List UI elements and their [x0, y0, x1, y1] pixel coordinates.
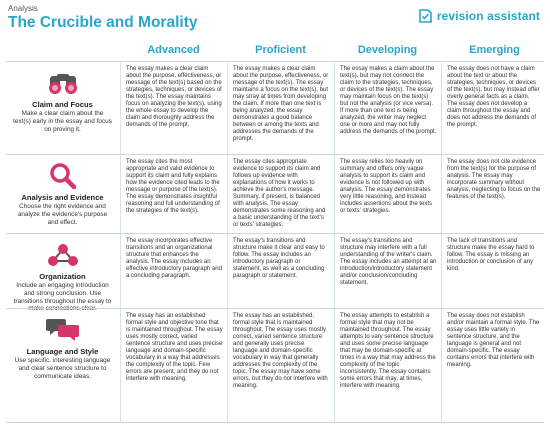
- criterion-description: Make a clear claim about the text(s) early in the essay and focus on proving it.: [13, 110, 112, 133]
- rubric-row-analysis-and-evidence: [6, 154, 544, 233]
- network-icon: [46, 242, 80, 268]
- header: [8, 4, 542, 44]
- magnifying-glass-icon: [48, 162, 78, 190]
- logo-text: revision assistant: [436, 9, 540, 23]
- level-headers: [120, 44, 550, 60]
- rubric-cell-advanced: The essay incorporates effective transitions and an organizational structure that enhances the analysis. The essay includes an effective introductory paragraph and a concluding paragraph.: [120, 234, 226, 308]
- page-title: The Crucible and Morality: [8, 14, 198, 31]
- rubric-cell-emerging: The lack of transitions and structure make the essay hard to follow. The essay is missing an introduction or conclusion of any kind.: [441, 234, 544, 308]
- rubric-cell-emerging: The essay does not establish and/or maintain a formal style. The essay uses little variety in sentence structure, and the language is general and not domain-specific. The essay contains errors that interfere with meaning.: [441, 309, 544, 422]
- criterion-name: Analysis and Evidence: [21, 193, 104, 202]
- level-header-developing: Developing: [357, 44, 418, 56]
- rubric-cell-advanced: The essay cites the most appropriate and valid evidence to support its claim and fully explains how the evidence cited leads to the message or purpose of the text(s). The essay demonstrates insightful reasoning and full understanding of the strategies of the text(s).: [120, 155, 226, 233]
- criterion-name: Language and Style: [26, 347, 99, 356]
- rubric-cell-developing: The essay attempts to establish a formal style that may not be maintained throughout. The essay attempts to vary sentence structure and uses some precise language that may be domain-specific at times in a way that may address the complexity of the topic inconsistently. The essay contains some errors that may, at times, interfere with meaning.: [334, 309, 440, 422]
- rubric-row-organization: [6, 233, 544, 313]
- rubric-cell-emerging: The essay does not have a claim about the text or about the strategies, techniques, or devices of the text(s), but may instead offer overly general facts as a claim. The essay does not develop a claim throughout the essay and does not address the demands of the prompt.: [441, 62, 544, 154]
- criterion-description: Use specific, interesting language and clear sentence structure to communicate ideas.: [14, 357, 111, 380]
- rubric-table: [6, 61, 544, 423]
- rubric-cell-emerging: The essay does not cite evidence from the text(s) for the purpose of analysis. The essay may incorporate summary without analysis, neglecting to focus on the features of the text(s).: [441, 155, 544, 233]
- rubric-row-language-and-style: [6, 308, 544, 423]
- rubric-cell-proficient: The essay's transitions and structure make it clear and easy to follow. The essay includes an introductory paragraph or statement, as well as a concluding paragraph or statement.: [227, 234, 333, 308]
- speech-bubbles-icon: [45, 316, 81, 344]
- rubric-cell-proficient: The essay has an established, formal style that is maintained throughout. The essay uses mostly correct, varied sentence structure and generally uses precise language and domain-specific vocabulary in way that generally addresses the complexity of the topic. The essay may have some errors, but they do not interfere with meaning.: [227, 309, 333, 422]
- rubric-cell-advanced: The essay has an established formal style and objective tone that is maintained throughout. The essay uses mostly correct, varied sentence structure and uses precise language and domain-specific vocabulary in a way that addresses the complexity of the topic. Few errors are present, and they do not interfere with meaning.: [120, 309, 226, 422]
- rubric-cell-proficient: The essay makes a clear claim about the purpose, effectiveness, or message of the text(s). The essay maintains a focus on the text(s), but may stray at times from developing the claim. If more than one text is being analyzed, the essay demonstrates a good balance between or among the texts and addresses the demands of the prompt.: [227, 62, 333, 154]
- criterion-name: Claim and Focus: [32, 100, 93, 109]
- criterion-cell: [6, 62, 119, 154]
- rubric-cell-proficient: The essay cites appropriate evidence to support its claim and follows up evidence with explanations of how it works to achieve the author's message. Summary, if present, is balanced with analysis. The essay demonstrates some reasoning and a basic understanding of the text's or texts' strategies.: [227, 155, 333, 233]
- level-header-proficient: Proficient: [255, 44, 306, 56]
- criterion-cell: [6, 155, 119, 233]
- rubric-cell-developing: The essay's transitions and structure may interfere with a full understanding of the writer's claim. The essay includes an attempt at an introduction/introductory statement and/or conclusion/concluding statement.: [334, 234, 440, 308]
- criterion-name: Organization: [39, 272, 86, 281]
- rubric-cell-developing: The essay relies too heavily on summary and offers only vague analysis to support its claim and evidence is not followed up with analysis. The essay demonstrates very little reasoning, and instead includes assertions about the texts or texts' strategies.: [334, 155, 440, 233]
- criterion-cell: [6, 234, 119, 313]
- criterion-cell: [6, 309, 119, 422]
- brand-logo: [417, 8, 540, 24]
- criterion-description: Include an engaging introduction and strong conclusion. Use transitions throughout the essay to make connections clear.: [13, 282, 112, 313]
- rubric-cell-advanced: The essay makes a clear claim about the purpose, effectiveness, or message of the text(s) based on the strategies, techniques, or devices of the text(s). The essay maintains focus on analyzing the text(s), using the whole essay to develop the claim and thoroughly address the demands of the prompt.: [120, 62, 226, 154]
- binoculars-icon: [46, 71, 80, 95]
- criterion-description: Choose the right evidence and analyze the evidence's purpose and effect.: [17, 203, 108, 226]
- rubric-row-claim-and-focus: [6, 61, 544, 154]
- revision-assistant-logo-icon: [417, 8, 433, 24]
- level-header-advanced: Advanced: [147, 44, 200, 56]
- rubric-cell-developing: The essay makes a claim about the text(s), but may not connect the claim to the strategies, techniques, or devices of the text(s). The essay may maintain focus on the text(s) but not the analysis (or vice versa). If more than one text is being analyzed, the writer may neglect one or more and may not fully address the demands of the prompt.: [334, 62, 440, 154]
- page-subtitle: Analysis: [8, 4, 38, 13]
- level-header-emerging: Emerging: [469, 44, 520, 56]
